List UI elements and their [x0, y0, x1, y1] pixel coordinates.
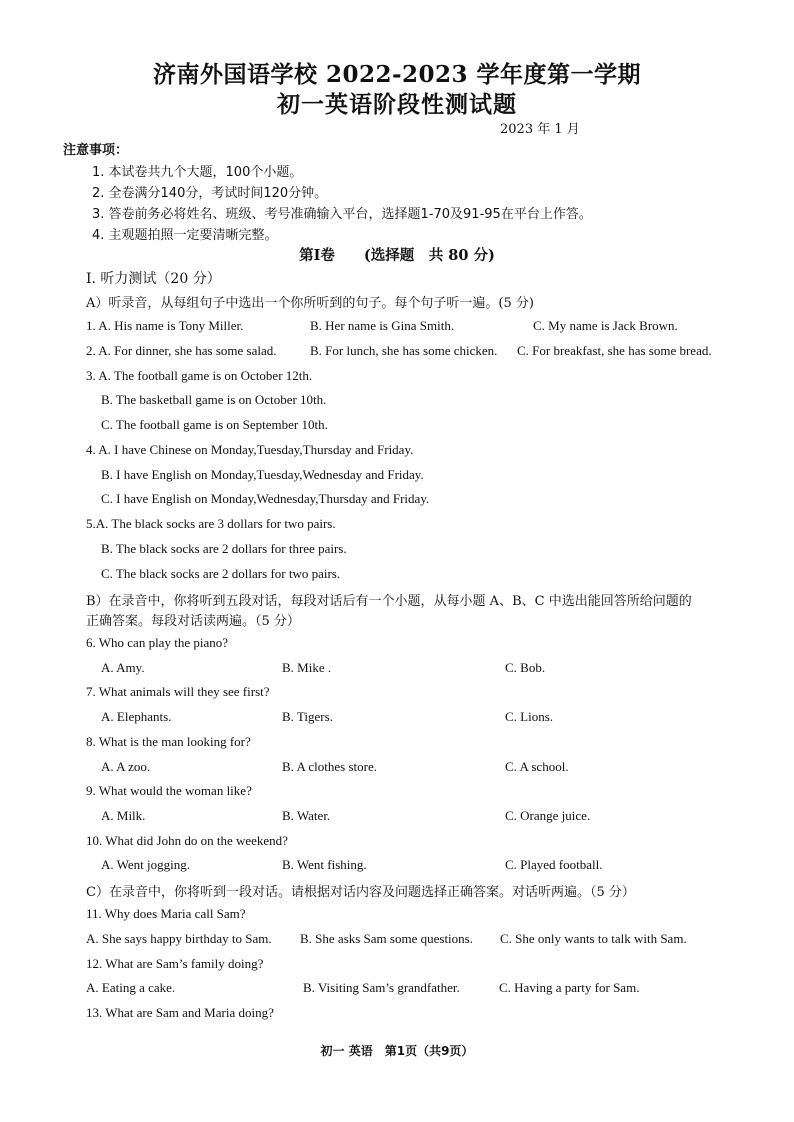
q9-question: 9. What would the woman like? — [86, 783, 252, 798]
q11-option-a: A. She says happy birthday to Sam. — [86, 931, 272, 946]
q8-option-a: A. A zoo. — [101, 759, 151, 774]
q11-option-b: B. She asks Sam some questions. — [300, 931, 473, 946]
q2-option-c: C. For breakfast, she has some bread. — [517, 343, 712, 358]
q1-option-b: B. Her name is Gina Smith. — [310, 318, 455, 333]
q9-option-c: C. Orange juice. — [505, 808, 591, 823]
q10-option-b: B. Went fishing. — [282, 857, 367, 872]
q10-option-c: C. Played football. — [505, 857, 603, 872]
section-title: I. 听力测试（20 分） — [86, 271, 221, 287]
part-b-instruction: B）在录音中，你将听到五段对话，每段对话后有一个小题，从每小题 A、B、C 中选出能回答所给问题的 — [86, 594, 692, 609]
q9-option-b: B. Water. — [282, 808, 331, 823]
part-b-instruction-cont: 正确答案。每段对话读两遍。（5 分） — [86, 614, 300, 629]
q8-option-b: B. A clothes store. — [282, 759, 377, 774]
q5-option-c: C. The black socks are 2 dollars for two pairs. — [101, 566, 341, 581]
q1-option-a: 1. A. His name is Tony Miller. — [86, 318, 244, 333]
notice-item: 4. 主观题拍照一定要清晰完整。 — [92, 228, 278, 243]
q8-question: 8. What is the man looking for? — [86, 734, 251, 749]
q12-option-c: C. Having a party for Sam. — [499, 980, 640, 995]
q10-option-a: A. Went jogging. — [101, 857, 190, 872]
page-footer: 初一 英语 第1页（共9页） — [320, 1044, 474, 1058]
q7-option-a: A. Elephants. — [101, 709, 172, 724]
q6-option-a: A. Amy. — [101, 660, 145, 675]
notice-item: 3. 答卷前务必将姓名、班级、考号准确输入平台，选择题1-70及91-95在平台上作答。 — [92, 207, 592, 222]
q12-question: 12. What are Sam’s family doing? — [86, 956, 264, 971]
q8-option-c: C. A school. — [505, 759, 569, 774]
q7-question: 7. What animals will they see first? — [86, 684, 270, 699]
q6-option-c: C. Bob. — [505, 660, 546, 675]
exam-subtitle: 初一英语阶段性测试题 — [277, 91, 517, 118]
q13-question: 13. What are Sam and Maria doing? — [86, 1005, 274, 1020]
q5-option-a: 5.A. The black socks are 3 dollars for two pairs. — [86, 516, 336, 531]
q11-option-c: C. She only wants to talk with Sam. — [500, 931, 687, 946]
q4-option-c: C. I have English on Monday,Wednesday,Thursday and Friday. — [101, 491, 430, 506]
q2-option-b: B. For lunch, she has some chicken. — [310, 343, 498, 358]
q7-option-c: C. Lions. — [505, 709, 554, 724]
notice-item: 2. 全卷满分140分，考试时间120分钟。 — [92, 186, 328, 201]
q6-option-b: B. Mike . — [282, 660, 332, 675]
notice-item: 1. 本试卷共九个大题，100个小题。 — [92, 165, 303, 180]
q11-question: 11. Why does Maria call Sam? — [86, 906, 246, 921]
part-c-instruction: C）在录音中，你将听到一段对话。请根据对话内容及问题选择正确答案。对话听两遍。（5 分） — [86, 885, 635, 900]
notice-heading: 注意事项： — [63, 143, 129, 158]
q1-option-c: C. My name is Jack Brown. — [533, 318, 678, 333]
q2-option-a: 2. A. For dinner, she has some salad. — [86, 343, 277, 358]
q4-option-b: B. I have English on Monday,Tuesday,Wednesday and Friday. — [101, 467, 424, 482]
part-title: 第Ⅰ卷 (选择题 共 80 分) — [299, 247, 495, 264]
q6-question: 6. Who can play the piano? — [86, 635, 228, 650]
q12-option-a: A. Eating a cake. — [86, 980, 176, 995]
q3-option-a: 3. A. The football game is on October 12th. — [86, 368, 313, 383]
q9-option-a: A. Milk. — [101, 808, 146, 823]
q3-option-c: C. The football game is on September 10th. — [101, 417, 328, 432]
q10-question: 10. What did John do on the weekend? — [86, 833, 288, 848]
exam-title: 济南外国语学校 2022-2023 学年度第一学期 — [152, 61, 642, 88]
q4-option-a: 4. A. I have Chinese on Monday,Tuesday,Thursday and Friday. — [86, 442, 414, 457]
exam-date: 2023 年 1 月 — [500, 122, 580, 137]
q7-option-b: B. Tigers. — [282, 709, 333, 724]
q3-option-b: B. The basketball game is on October 10th. — [101, 392, 327, 407]
part-a-instruction: A）听录音，从每组句子中选出一个你所听到的句子。每个句子听一遍。(5 分) — [86, 296, 534, 311]
q12-option-b: B. Visiting Sam’s grandfather. — [303, 980, 460, 995]
q5-option-b: B. The black socks are 2 dollars for three pairs. — [101, 541, 347, 556]
